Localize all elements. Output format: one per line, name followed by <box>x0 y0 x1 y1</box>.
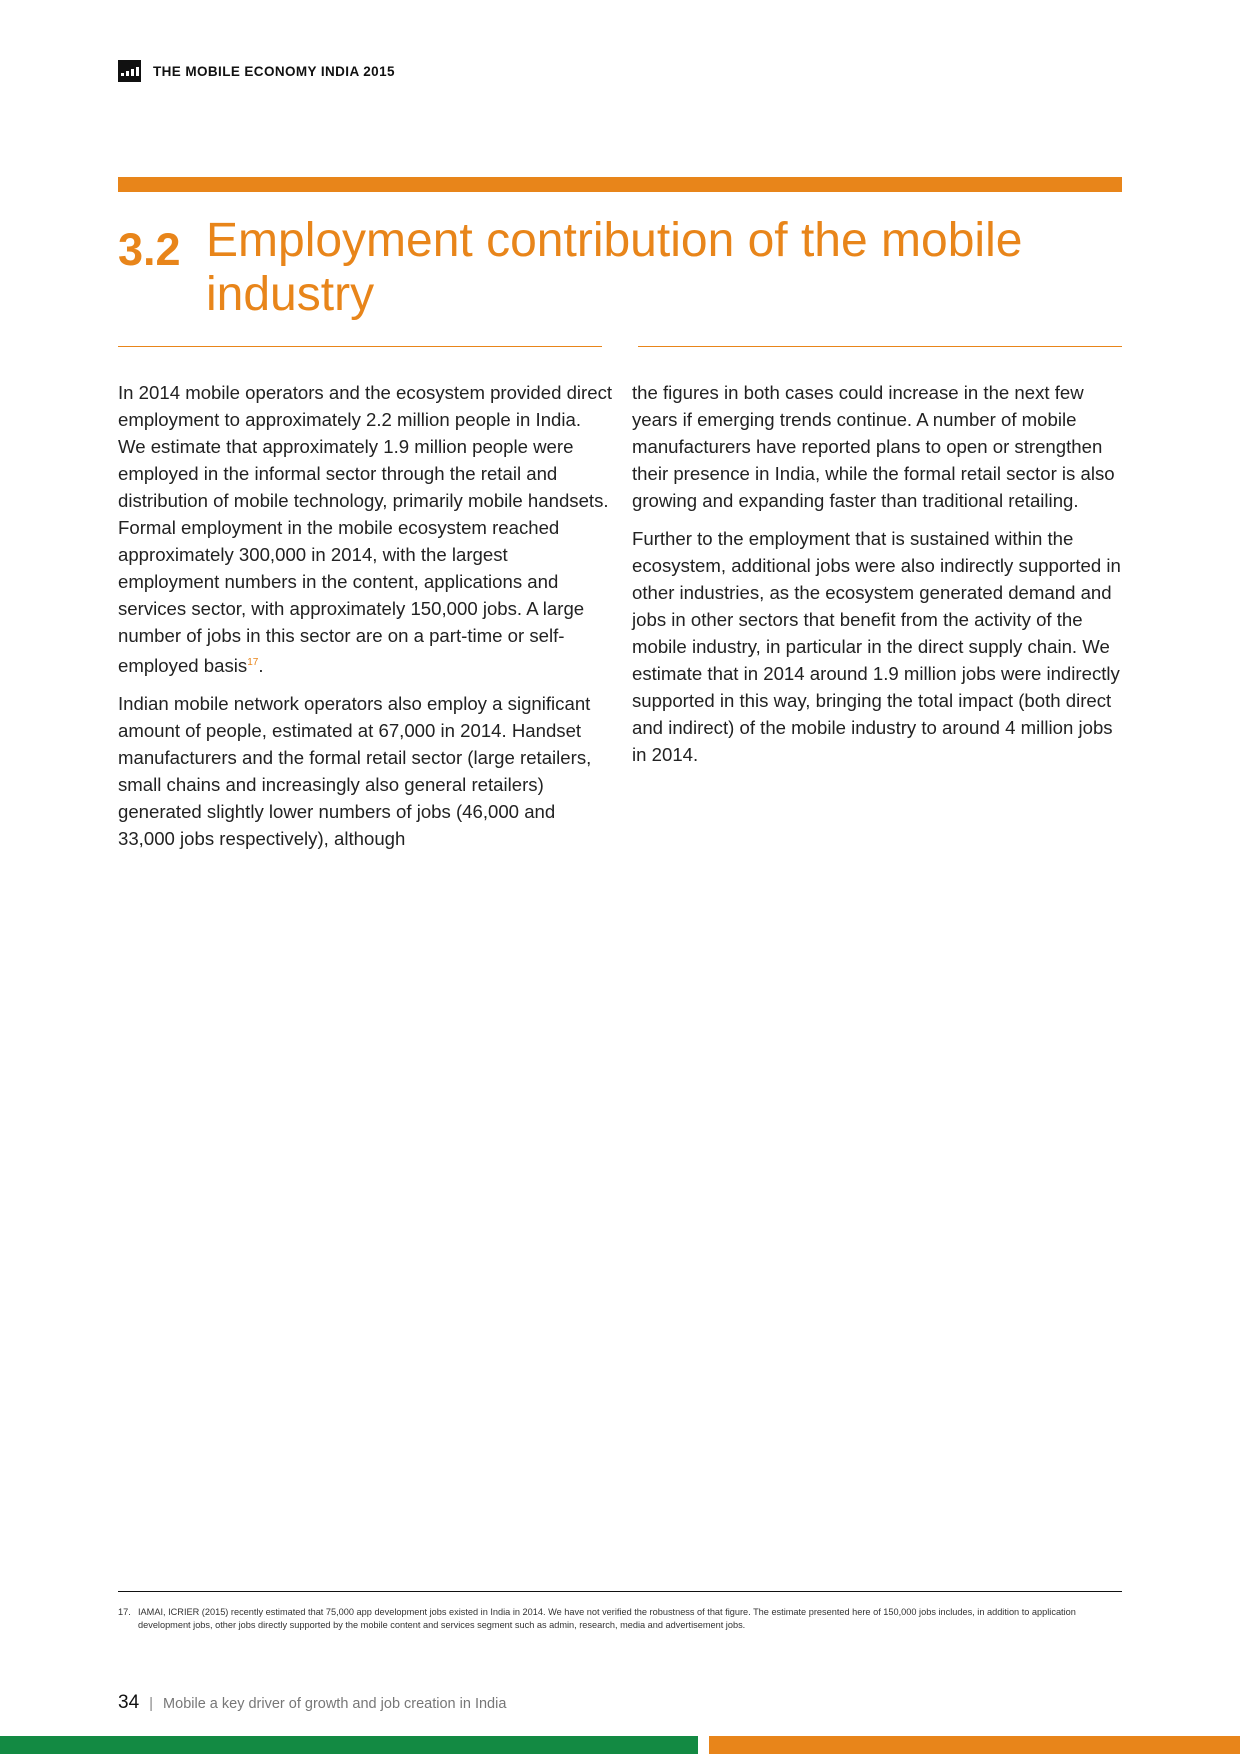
footnote-number: 17. <box>118 1607 131 1617</box>
footer-orange-bar <box>709 1736 1240 1754</box>
publication-title: THE MOBILE ECONOMY INDIA 2015 <box>153 63 395 79</box>
footer-chapter-title: Mobile a key driver of growth and job creation in India <box>163 1696 507 1712</box>
footnote-reference[interactable]: 17 <box>247 657 259 668</box>
page-header <box>118 60 395 82</box>
body-column-left <box>118 379 613 863</box>
section-title: Employment contribution of the mobile industry <box>206 214 1023 321</box>
section-number: 3.2 <box>118 224 181 275</box>
footnote-divider <box>118 1591 1122 1592</box>
paragraph: Indian mobile network operators also employ a significant amount of people, estimated at 67,000 in 2014. Handset manufacturers and the formal retail sector (large retailers, small chains and increasingly also general retailers) generated slightly lower numbers of jobs (46,000 and 33,000 jobs respectively), although <box>118 693 592 850</box>
footer-green-bar <box>0 1736 698 1754</box>
paragraph: In 2014 mobile operators and the ecosystem provided direct employment to approximately 2.2 million people in India. We estimate that approximately 1.9 million people were employed in the informal sector through the retail and distribution of mobile technology, primarily mobile handsets. Formal employment in the mobile ecosystem reached approximately 300,000 in 2014, with the largest employment numbers in the content, applications and services sector, with approximately 150,000 jobs. A large number of jobs in this sector are on a part-time or self-employed basis$^{17}$. <box>118 382 613 677</box>
heading-divider-right <box>638 346 1122 347</box>
footnote <box>118 1606 1122 1631</box>
paragraph: the figures in both cases could increase in the next few years if emerging trends continue. A number of mobile manufacturers have reported plans to open or strengthen their presence in India, while the formal retail sector is also growing and expanding faster than traditional retailing. <box>632 382 1115 511</box>
footnote-text: IAMAI, ICRIER (2015) recently estimated that 75,000 app development jobs existed in India in 2014. We have not verified the robustness of that figure. The estimate presented here of 150,000 jobs includes, in addition to application development jobs, other jobs directly supported by the mobile content and services segment such as admin, research, media and advertisement jobs. <box>138 1607 1076 1630</box>
heading-divider-left <box>118 346 602 347</box>
page-number: 34 <box>118 1692 140 1713</box>
body-column-right <box>632 379 1127 779</box>
paragraph: Further to the employment that is sustained within the ecosystem, additional jobs were also indirectly supported in other industries, as the ecosystem generated demand and jobs in other sectors that benefit from the activity of the mobile industry, in particular in the direct supply chain. We estimate that in 2014 around 1.9 million jobs were indirectly supported in this way, bringing the total impact (both direct and indirect) of the mobile industry to around 4 million jobs in 2014. <box>632 528 1121 765</box>
footer-separator: | <box>149 1695 154 1712</box>
page-footer <box>118 1692 506 1714</box>
gsma-logo-icon <box>118 60 141 82</box>
section-accent-bar <box>118 177 1122 192</box>
